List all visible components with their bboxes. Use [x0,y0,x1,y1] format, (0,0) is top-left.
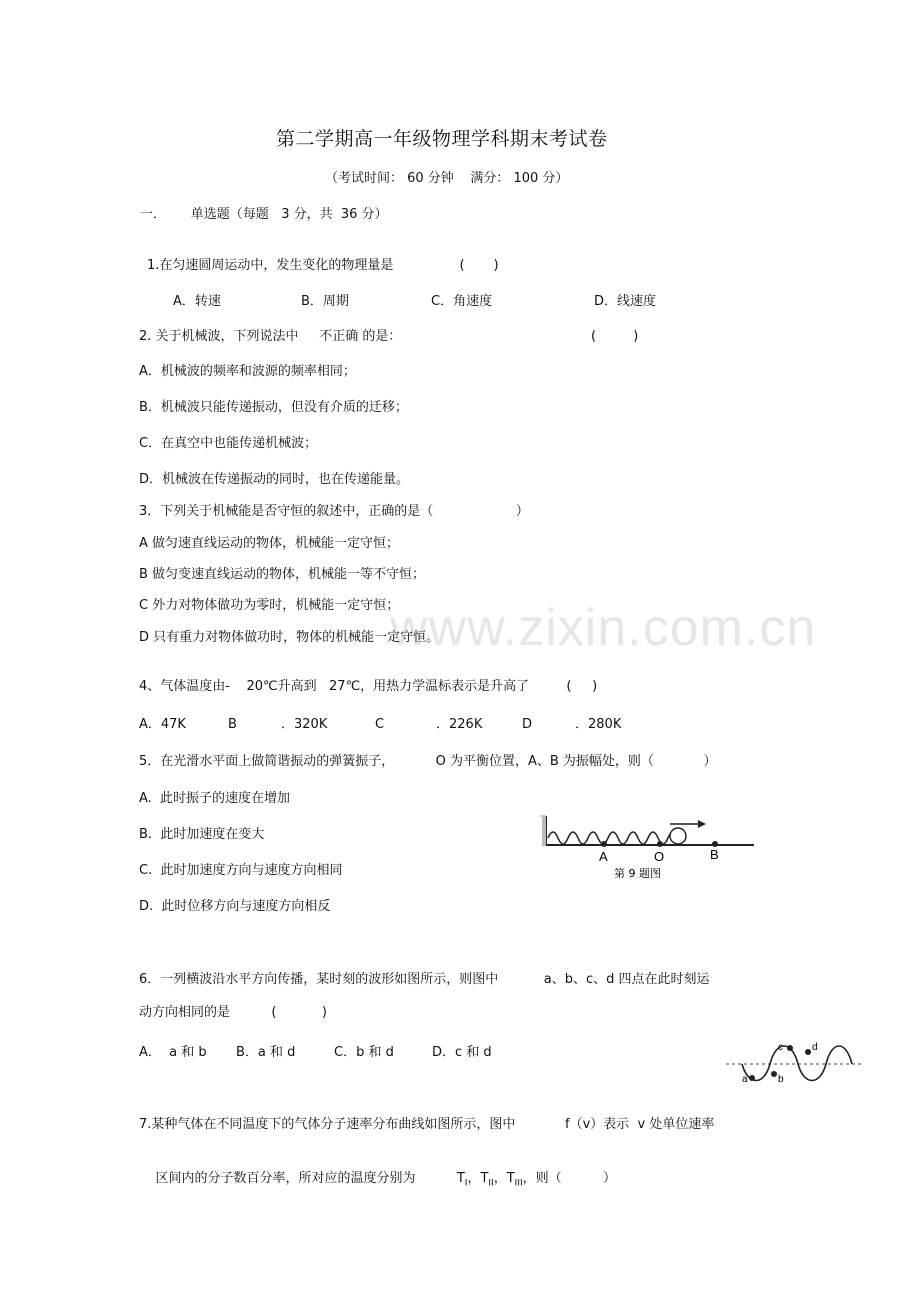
spring-oscillator-figure [540,812,760,884]
q6-stem-line2: 动方向相同的是 ( ) [139,1005,327,1020]
q4-option-c-value: ．226K [436,717,483,732]
q7-tail: ，则（ ） [522,1171,616,1186]
q5-option-b: B. 此时加速度在变大 [139,827,265,842]
q4-option-c-letter: C [375,717,385,732]
wave-label-a: a [742,1074,748,1085]
q4-option-a: A．47K [139,717,186,732]
q1-option-d: D．线速度 [594,294,657,309]
q2-option-b: B．机械波只能传递振动，但没有介质的迁移； [139,400,408,415]
q1-stem: 1.在匀速圆周运动中，发生变化的物理量是 ( ) [147,258,499,273]
q6-option-b: B．a 和 d [236,1045,296,1060]
q7-mid-1: ，T [467,1171,489,1186]
q2-option-c: C．在真空中也能传递机械波； [139,436,318,451]
section-heading: 一． 单选题（每题 3 分，共 36 分） [140,207,388,222]
label-o: O [654,849,665,864]
q3-option-a: A 做匀速直线运动的物体，机械能一定守恒； [139,536,400,551]
q5-option-d: D. 此时位移方向与速度方向相反 [139,899,331,914]
watermark: www.zixin.com.cn [390,599,817,657]
q1-option-a: A．转速 [173,294,221,309]
q6-stem-line1: 6．一列横波沿水平方向传播，某时刻的波形如图所示，则图中 a、b、c、d 四点在此时刻运 [139,972,710,987]
q2-stem: 2. 关于机械波，下列说法中 不正确 的是： [139,329,402,344]
q3-option-d: D 只有重力对物体做功时，物体的机械能一定守恒。 [139,630,440,645]
q6-option-a: A． a 和 b [139,1045,207,1060]
exam-info: （考试时间： 60 分钟 满分： 100 分） [325,171,569,186]
q3-stem: 3．下列关于机械能是否守恒的叙述中，正确的是（ ） [139,504,529,519]
q7-stem-line1: 7.某种气体在不同温度下的气体分子速率分布曲线如图所示，图中 f（v）表示 v 处单位速率 [139,1117,715,1132]
label-a: A [599,849,608,864]
wave-label-d: d [812,1042,818,1053]
wave-figure [724,1036,864,1094]
figure-caption: 第 9 题图 [614,867,661,880]
q7-mid-2: ，T [493,1171,515,1186]
wave-label-b: b [778,1074,784,1085]
q1-option-b: B．周期 [301,294,349,309]
q4-option-d-letter: D [522,717,533,732]
q1-option-c: C．角速度 [431,294,493,309]
q6-option-d: D．c 和 d [432,1045,492,1060]
q6-option-c: C．b 和 d [334,1045,394,1060]
q7-sub-1: I [464,1178,468,1189]
q4-stem: 4、气体温度由- 20℃升高到 27℃，用热力学温标表示是升高了 ( ) [139,679,598,694]
label-b: B [710,847,719,862]
q2-option-a: A．机械波的频率和波源的频率相同； [139,364,356,379]
q3-option-b: B 做匀变速直线运动的物体，机械能一等不守恒； [139,567,426,582]
q5-stem: 5．在光滑水平面上做简谐振动的弹簧振子， O 为平衡位置，A、B 为振幅处，则（ ） [139,754,717,769]
q5-option-a: A. 此时振子的速度在增加 [139,791,291,806]
q7-stem-line2-text: 区间内的分子数百分率，所对应的温度分别为 T [155,1171,465,1186]
wave-label-c: c [778,1042,783,1053]
page-title: 第二学期高一年级物理学科期末考试卷 [276,128,608,150]
q4-option-b-value: ．320K [281,717,328,732]
q4-option-b-letter: B [228,717,237,732]
q2-paren: ( ) [591,329,639,344]
q7-stem-line2 [139,1152,616,1211]
q2-option-d: D．机械波在传递振动的同时，也在传递能量。 [139,472,410,487]
q5-option-c: C. 此时加速度方向与速度方向相同 [139,863,343,878]
q7-sub-2: II [488,1178,494,1189]
q7-sub-3: III [514,1178,523,1189]
q4-option-d-value: ．280K [575,717,622,732]
q3-option-c: C 外力对物体做功为零时，机械能一定守恒； [139,598,400,613]
